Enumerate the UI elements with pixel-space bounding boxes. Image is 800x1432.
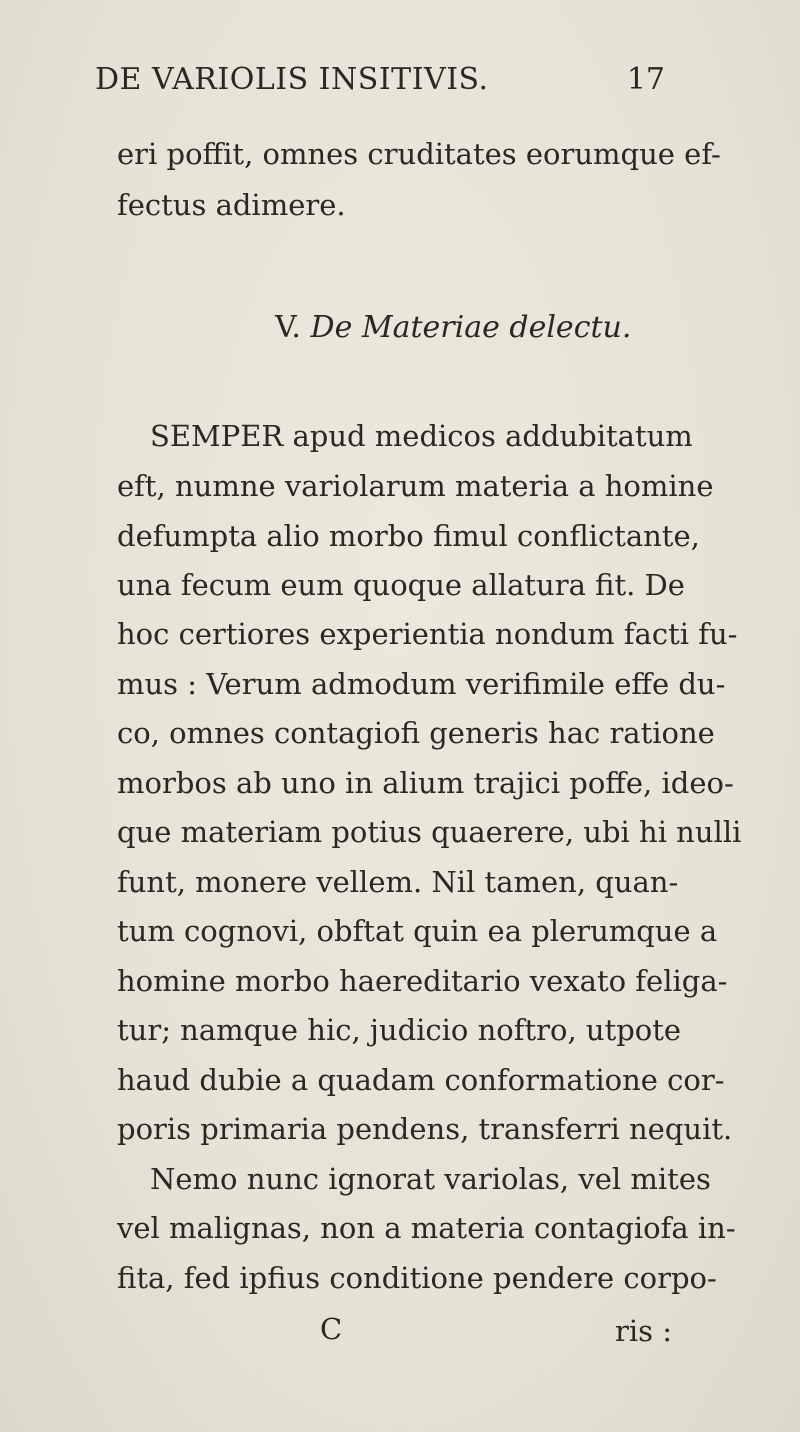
page-number: 17 <box>626 62 665 97</box>
text-line: morbos ab uno in alium trajici poffe, ideo- <box>117 766 734 800</box>
text-line: SEMPER apud medicos addubitatum <box>150 419 693 453</box>
text-line: tur; namque hic, judicio noftro, utpote <box>117 1013 682 1047</box>
section-title: De Materiae delectu. <box>310 310 632 345</box>
text-line: co, omnes contagiofi generis hac ratione <box>117 716 715 750</box>
text-line: haud dubie a quadam conformatione cor- <box>117 1063 725 1097</box>
text-line: fita, fed ipfius conditione pendere corpo- <box>117 1261 717 1295</box>
text-line: Nemo nunc ignorat variolas, vel mites <box>150 1162 711 1196</box>
text-line: hoc certiores experientia nondum facti fu- <box>117 617 738 651</box>
page-header <box>95 62 665 102</box>
text-line: tum cognovi, obftat quin ea plerumque a <box>117 914 718 948</box>
text-line: homine morbo haereditario vexato feliga- <box>117 964 728 998</box>
text-line: funt, monere vellem. Nil tamen, quan- <box>117 865 679 899</box>
text-line: una fecum eum quoque allatura fit. De <box>117 568 685 602</box>
signature-mark: C <box>320 1312 343 1346</box>
section-number: V. <box>275 310 301 345</box>
text-line: poris primaria pendens, transferri nequit. <box>117 1112 733 1146</box>
section-heading <box>275 310 631 345</box>
text-line: fectus adimere. <box>117 188 346 222</box>
text-line: vel malignas, non a materia contagiofa in- <box>117 1211 736 1245</box>
text-line: que materiam potius quaerere, ubi hi nulli <box>117 815 742 849</box>
running-title: DE VARIOLIS INSITIVIS. <box>95 62 489 97</box>
text-line: defumpta alio morbo fimul conflictante, <box>117 519 700 553</box>
catchword: ris : <box>615 1314 673 1348</box>
text-line: mus : Verum admodum verifimile effe du- <box>117 667 726 701</box>
text-line: eri poffit, omnes cruditates eorumque ef- <box>117 137 721 171</box>
text-line: eft, numne variolarum materia a homine <box>117 469 714 503</box>
